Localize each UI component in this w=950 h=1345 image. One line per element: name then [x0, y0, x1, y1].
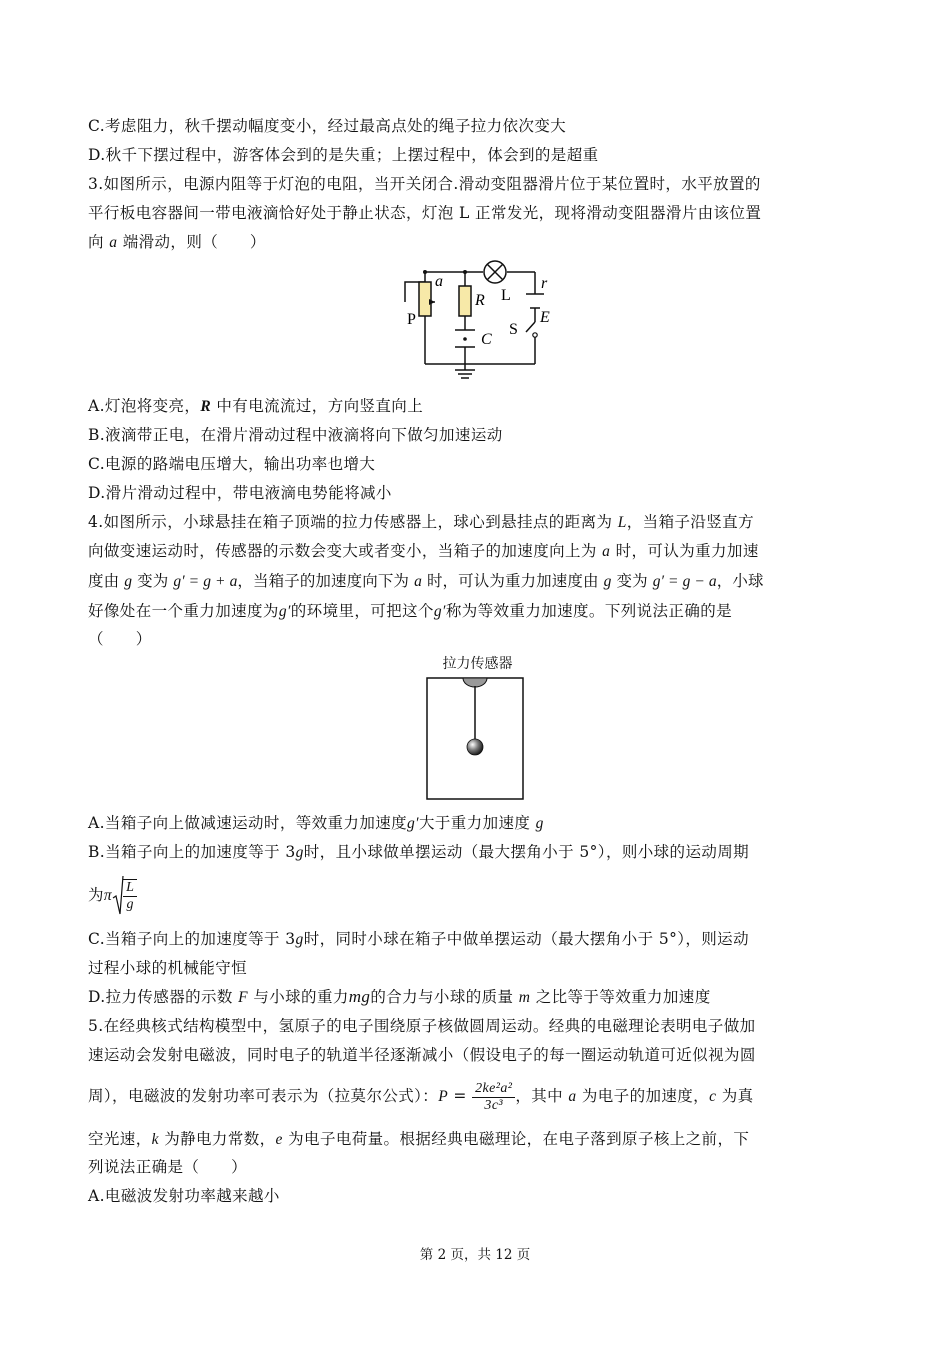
label-a: a	[435, 273, 443, 290]
q3-stem-line3: 向 a 端滑动，则（ ）	[88, 233, 266, 251]
label-capacitor-c: C	[481, 331, 492, 348]
q5-stem-line4: 空光速，k 为静电力常数，e 为电子电荷量。根据经典电磁理论，在电子落到原子核上之前，下	[88, 1130, 750, 1148]
q4-option-a: A.当箱子向上做减速运动时，等效重力加速度g′大于重力加速度 g	[88, 814, 544, 832]
circuit-diagram	[395, 258, 565, 388]
q5-option-a: A.电磁波发射功率越来越小	[88, 1187, 280, 1205]
q4-option-c-line2: 过程小球的机械能守恒	[88, 959, 248, 977]
box-pendulum-figure	[425, 677, 525, 802]
switch-icon	[526, 322, 537, 337]
label-lamp: L	[501, 287, 511, 304]
q4-stem-line2: 向做变速运动时，传感器的示数会变大或者变小，当箱子的加速度向上为 a 时，可认为重力加速	[88, 542, 759, 560]
q3-option-c: C.电源的路端电压增大，输出功率也增大	[88, 455, 376, 473]
q4-option-b-line2: 为π $\frac{L}{g}$	[88, 873, 137, 918]
label-emf-e: E	[540, 309, 550, 326]
q4-option-d: D.拉力传感器的示数 F 与小球的重力mg的合力与小球的质量 m 之比等于等效重力加速度	[88, 987, 711, 1006]
q4-option-c-line1: C.当箱子向上的加速度等于 3g时，同时小球在箱子中做单摆运动（最大摆角小于 5°），则运动	[88, 930, 749, 948]
resistor-r	[459, 286, 471, 316]
q5-stem-line2: 速运动会发射电磁波，同时电子的轨道半径逐渐减小（假设电子的每一圈运动轨道可近似视为圆	[88, 1046, 756, 1064]
q2-option-d: D.秋千下摆过程中，游客体会到的是失重；上摆过程中，体会到的是超重	[88, 146, 599, 164]
rheostat	[419, 282, 431, 316]
page-footer: 第 2 页，共 12 页	[419, 1247, 531, 1263]
period-fraction: $\frac{L}{g}$	[123, 879, 137, 913]
q4-stem-line3: 度由 g 变为 g′ = g + a，当箱子的加速度向下为 a 时，可认为重力加速度由 g 变为 g′ = g − a，小球	[88, 572, 764, 590]
label-r-resistor: R	[475, 292, 485, 309]
q3-option-a: A.灯泡将变亮，R 中有电流流过，方向竖直向上	[88, 397, 424, 415]
q5-stem-line5: 列说法正确是（ ）	[88, 1158, 248, 1176]
q2-option-c: C.考虑阻力，秋千摆动幅度变小，经过最高点处的绳子拉力依次变大	[88, 117, 567, 135]
label-internal-r: r	[541, 275, 548, 292]
q4-stem-line1: 4.如图所示，小球悬挂在箱子顶端的拉力传感器上，球心到悬挂点的距离为 L，当箱子沿竖直方	[88, 513, 754, 531]
q4-answer-blank: （ ）	[88, 630, 152, 648]
q3-option-b: B.液滴带正电，在滑片滑动过程中液滴将向下做匀加速运动	[88, 426, 503, 444]
q5-stem-line3: 周），电磁波的发射功率可表示为（拉莫尔公式）：P = $\frac{\text{2ke²a²}}{\text{3c³}}$ ，其中 a 为电子的加速度，c 为真	[88, 1080, 754, 1113]
q3-stem-line2: 平行板电容器间一带电液滴恰好处于静止状态，灯泡 L 正常发光，现将滑动变阻器滑片由该位置	[88, 204, 762, 222]
q4-option-b-line1: B.当箱子向上的加速度等于 3g时，且小球做单摆运动（最大摆角小于 5°），则小球的运动周期	[88, 843, 750, 861]
q3-option-d: D.滑片滑动过程中，带电液滴电势能将减小	[88, 484, 392, 502]
sensor-label: 拉力传感器	[442, 656, 513, 672]
label-slider-p: P	[407, 311, 416, 328]
q4-stem-line4: 好像处在一个重力加速度为g′的环境里，可把这个g′称为等效重力加速度。下列说法正确的是	[88, 602, 733, 620]
q3-stem-line1: 3.如图所示，电源内阻等于灯泡的电阻，当开关闭合.滑动变阻器滑片位于某位置时，水平放置的	[88, 175, 761, 193]
larmor-fraction: $\frac{\text{2ke²a²}}{\text{3c³}}$	[472, 1081, 515, 1114]
charged-droplet	[463, 337, 467, 341]
q5-stem-line1: 5.在经典核式结构模型中，氢原子的电子围绕原子核做圆周运动。经典的电磁理论表明电子做加	[88, 1017, 756, 1035]
lamp-icon	[484, 261, 506, 283]
label-switch-s: S	[509, 321, 518, 338]
ball	[467, 739, 483, 755]
